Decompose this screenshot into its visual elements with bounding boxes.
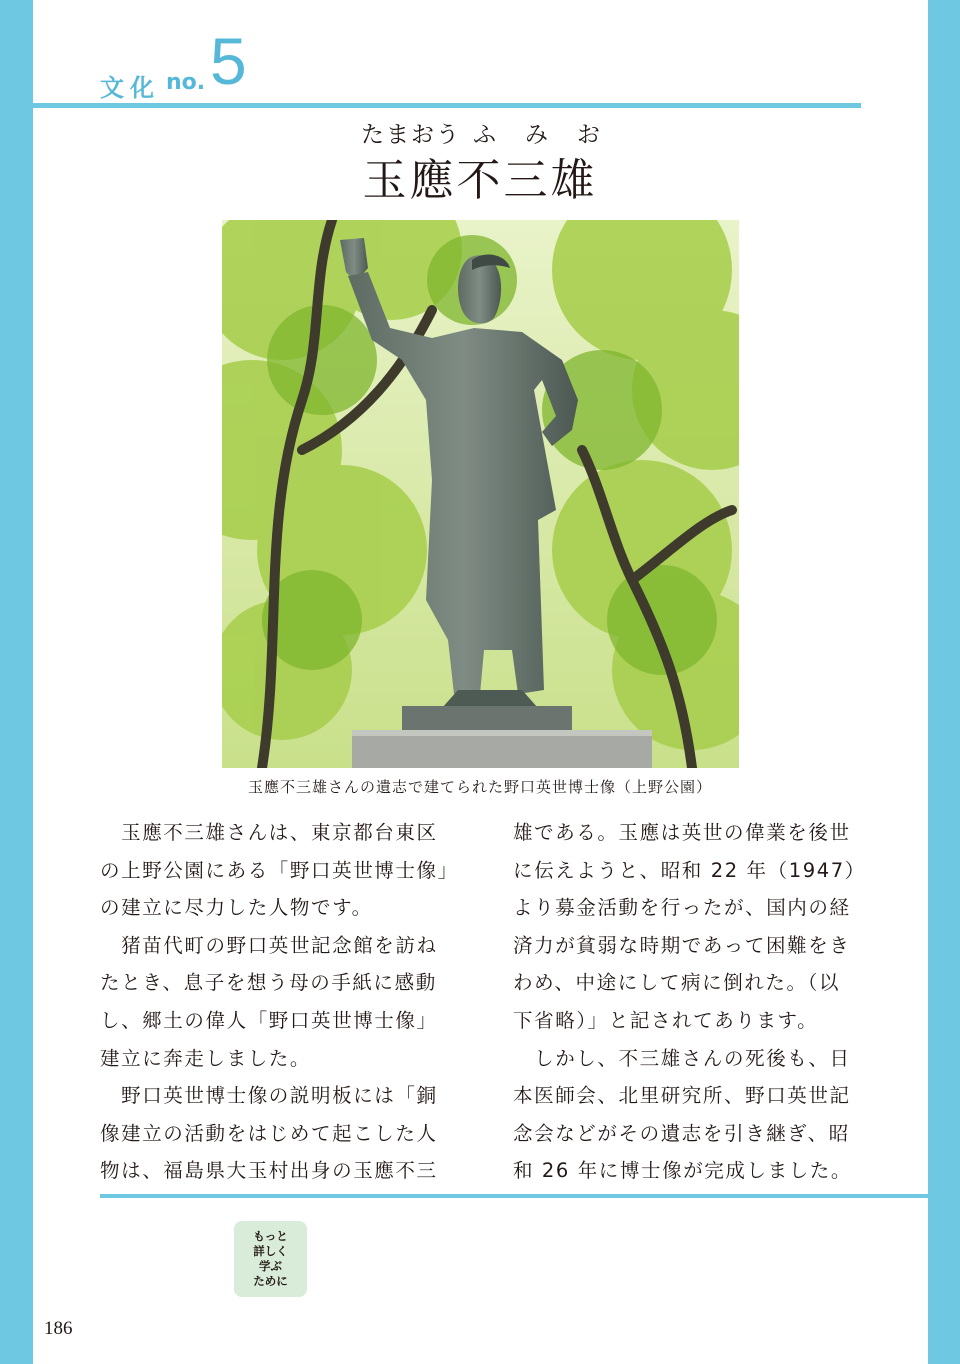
body-line: 像建立の活動をはじめて起こした人 [100, 1121, 438, 1145]
body-line: わめ、中途にして病に倒れた。（以 [513, 971, 841, 995]
ruby-tamaou: たまおう [361, 122, 461, 148]
bottom-divider [100, 1194, 928, 1198]
body-column-right [513, 814, 866, 1190]
body-line: 本医師会、北里研究所、野口英世記 [513, 1084, 851, 1108]
body-line: 雄である。玉應は英世の偉業を後世 [513, 821, 851, 844]
title-ruby [0, 116, 960, 146]
ruby-fu: ふ [473, 122, 498, 148]
header-divider [33, 103, 861, 108]
body-line: の建立に尽力した人物です。 [100, 896, 373, 920]
body-line: たとき、息子を想う母の手紙に感動 [100, 971, 437, 995]
body-line: 野口英世博士像の説明板には「銅 [100, 1084, 438, 1108]
body-line: 和 26 年に博士像が完成しました。 [513, 1159, 853, 1183]
learn-more-line: 詳しく [253, 1244, 288, 1258]
page-title: 玉應不三雄 [362, 155, 598, 206]
learn-more-badge [234, 1221, 307, 1297]
body-line: より募金活動を行ったが、国内の経 [513, 896, 851, 920]
statue-photo [222, 220, 739, 768]
body-line: しかし、不三雄さんの死後も、日 [513, 1046, 851, 1070]
page-number: 186 [44, 1318, 73, 1339]
body-line: 物は、福島県大玉村出身の玉應不三 [100, 1159, 438, 1183]
header-category: 文化 [100, 74, 160, 102]
body-line: 念会などがその遺志を引き継ぎ、昭 [513, 1121, 850, 1145]
ruby-mi: み [525, 122, 550, 148]
body-line: の上野公園にある「野口英世博士像」 [100, 858, 459, 882]
header-no-label: no. [166, 70, 206, 95]
body-column-left [100, 814, 459, 1190]
body-line: 建立に奔走しました。 [100, 1046, 312, 1070]
ruby-o: お [577, 122, 602, 148]
learn-more-line: もっと [253, 1229, 288, 1243]
learn-more-line: ために [253, 1274, 288, 1288]
body-line: 猪苗代町の野口英世記念館を訪ね [100, 933, 438, 957]
body-line: 済力が貧弱な時期であって困難をき [513, 933, 851, 957]
header-number: 5 [210, 24, 247, 98]
body-line: 玉應不三雄さんは、東京都台東区 [100, 821, 438, 844]
body-line: し、郷土の偉人「野口英世博士像」 [100, 1008, 438, 1032]
learn-more-line: 学ぶ [259, 1259, 282, 1273]
photo-caption: 玉應不三雄さんの遺志で建てられた野口英世博士像（上野公園） [247, 778, 712, 796]
body-line: 下省略）」と記されてあります。 [513, 1008, 819, 1032]
body-line: に伝えようと、昭和 22 年（1947） [513, 858, 866, 882]
